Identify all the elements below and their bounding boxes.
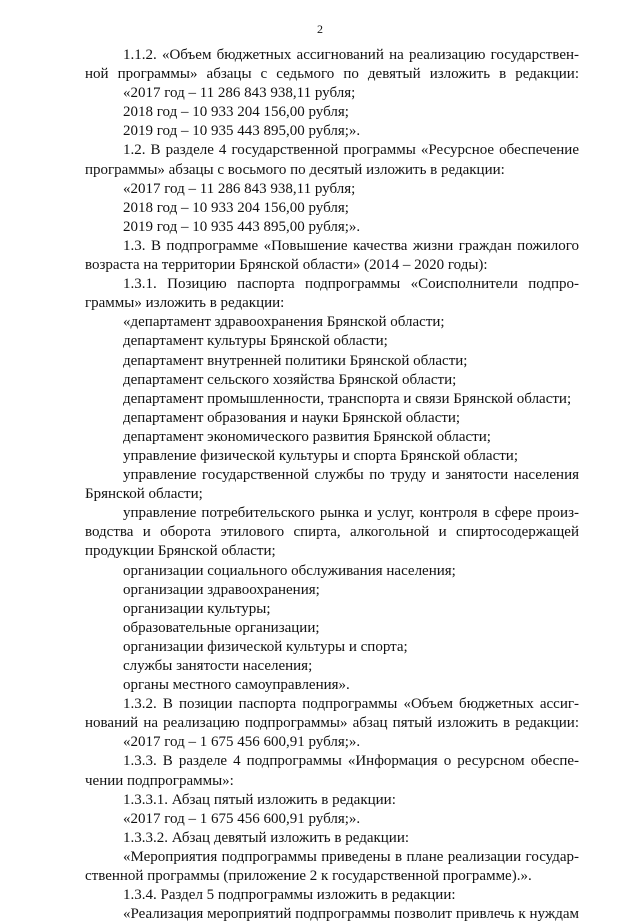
text-line: «Реализация мероприятий подпрограммы позволит привлечь к нуждам xyxy=(123,906,579,923)
text-line: Брянской области; xyxy=(85,486,203,503)
text-line: «2017 год – 11 286 843 938,11 рубля; xyxy=(123,180,356,197)
text-line: 2018 год – 10 933 204 156,00 рубля; xyxy=(123,104,349,121)
text-line: департамент образования и науки Брянской области; xyxy=(123,409,461,426)
text-line: организации физической культуры и спорта; xyxy=(123,638,408,655)
text-line: организации социального обслуживания населения; xyxy=(123,562,456,579)
text-line: департамент внутренней политики Брянской области; xyxy=(123,352,468,369)
text-line: 1.2. В разделе 4 государственной программы «Ресурсное обеспечение xyxy=(123,142,579,159)
document-body xyxy=(85,46,579,924)
text-line: управление потребительского рынка и услуг, контроля в сфере произ- xyxy=(123,505,579,522)
text-line: 1.3.3.2. Абзац девятый изложить в редакции: xyxy=(123,829,410,846)
text-line: 2018 год – 10 933 204 156,00 рубля; xyxy=(123,199,349,216)
text-line: департамент промышленности, транспорта и связи Брянской области; xyxy=(123,390,572,407)
text-line: органы местного самоуправления». xyxy=(123,677,350,694)
text-line: 1.3.1. Позицию паспорта подпрограммы «Соисполнители подпро- xyxy=(123,276,579,293)
page-number: 2 xyxy=(317,22,323,36)
text-line: «департамент здравоохранения Брянской области; xyxy=(123,314,445,331)
text-line: нований на реализацию подпрограммы» абзац пятый изложить в редакции: xyxy=(85,715,579,732)
text-line: 2019 год – 10 935 443 895,00 рубля;». xyxy=(123,123,361,140)
text-line: 1.3.3. В разделе 4 подпрограммы «Информация о ресурсном обеспе- xyxy=(123,753,579,770)
text-line: «2017 год – 11 286 843 938,11 рубля; xyxy=(123,85,356,102)
text-line: 1.3.3.1. Абзац пятый изложить в редакции: xyxy=(123,791,396,808)
text-line: управление физической культуры и спорта Брянской области; xyxy=(123,447,518,464)
text-line: программы» абзацы с восьмого по десятый изложить в редакции: xyxy=(85,161,505,178)
text-line: ной программы» абзацы с седьмого по девятый изложить в редакции: xyxy=(85,66,579,83)
text-line: 1.1.2. «Объем бюджетных ассигнований на реализацию государствен- xyxy=(123,47,579,63)
text-line: организации культуры; xyxy=(123,600,271,617)
text-line: «Мероприятия подпрограммы приведены в плане реализации государ- xyxy=(123,848,579,865)
text-line: граммы» изложить в редакции: xyxy=(85,295,285,312)
text-line: 1.3.4. Раздел 5 подпрограммы изложить в редакции: xyxy=(123,887,456,904)
text-line: «2017 год – 1 675 456 600,91 рубля;». xyxy=(123,810,361,827)
text-line: образовательные организации; xyxy=(123,619,320,636)
text-line: департамент экономического развития Брянской области; xyxy=(123,428,491,445)
text-line: продукции Брянской области; xyxy=(85,543,276,560)
text-line: департамент культуры Брянской области; xyxy=(123,333,388,350)
text-line: возраста на территории Брянской области» (2014 – 2020 годы): xyxy=(85,257,488,274)
text-line: департамент сельского хозяйства Брянской области; xyxy=(123,371,457,388)
text-line: ственной программы (приложение 2 к государственной программе).». xyxy=(85,868,532,885)
text-line: организации здравоохранения; xyxy=(123,581,320,598)
text-line: управление государственной службы по труду и занятости населения xyxy=(123,467,579,484)
text-line: чении подпрограммы»: xyxy=(85,772,234,789)
text-line: 2019 год – 10 935 443 895,00 рубля;». xyxy=(123,218,361,235)
text-line: водства и оборота этилового спирта, алкогольной и спиртосодержащей xyxy=(85,524,579,541)
text-line: 1.3. В подпрограмме «Повышение качества жизни граждан пожилого xyxy=(123,237,579,254)
text-line: «2017 год – 1 675 456 600,91 рубля;». xyxy=(123,734,361,751)
text-line: службы занятости населения; xyxy=(123,658,313,674)
text-line: 1.3.2. В позиции паспорта подпрограммы «Объем бюджетных ассиг- xyxy=(123,696,579,713)
